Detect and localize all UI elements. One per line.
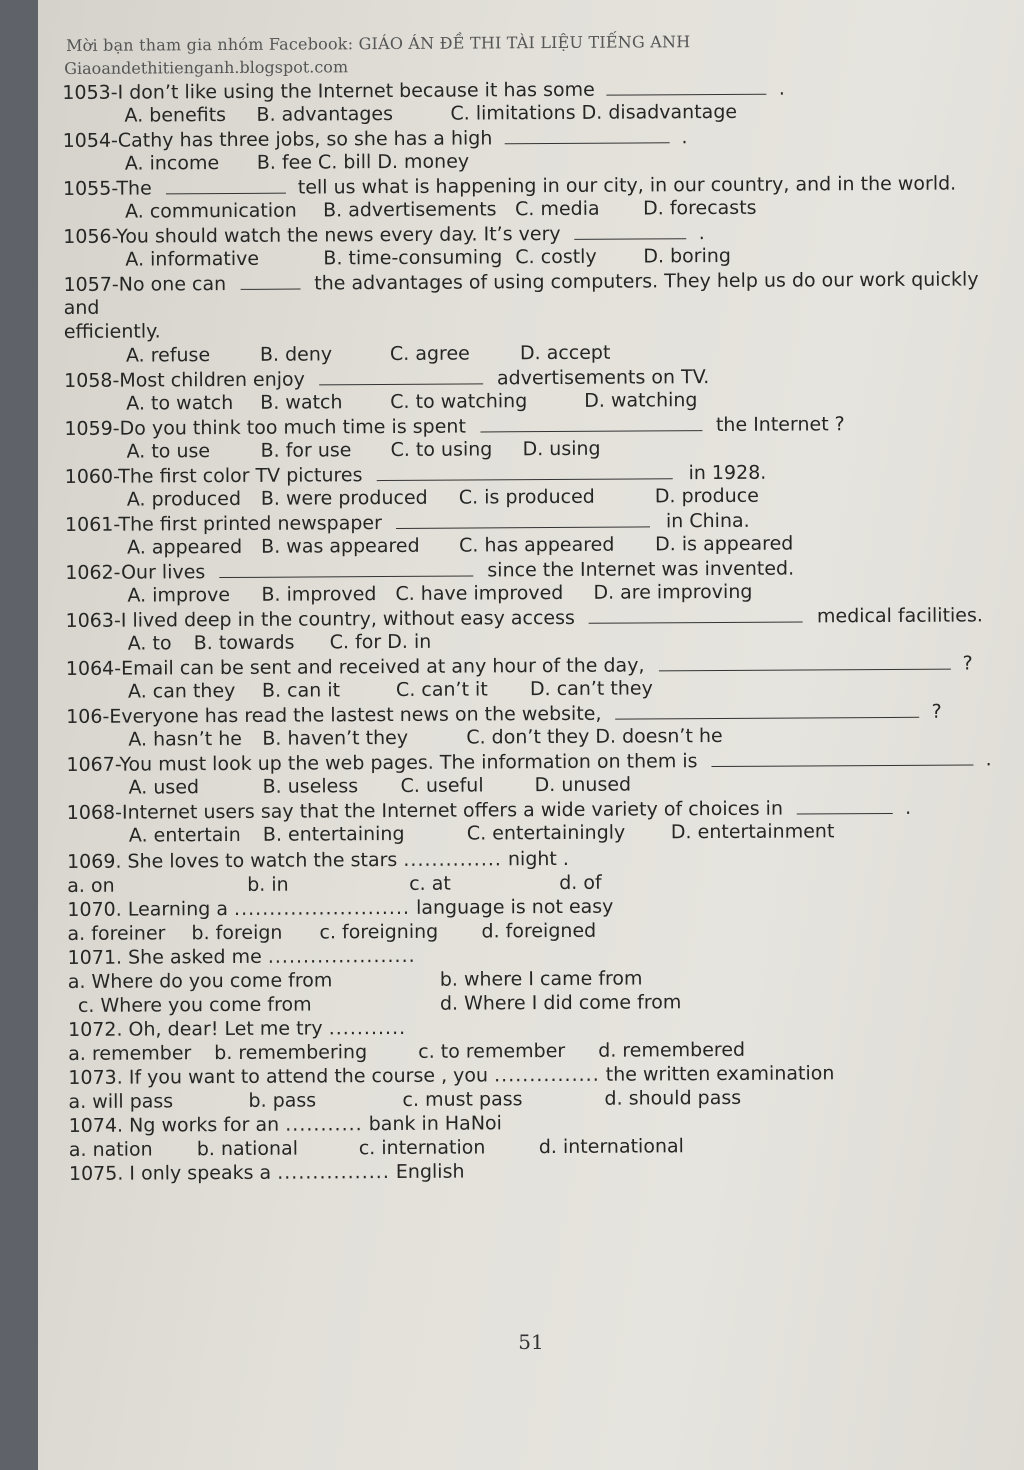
question-stem: 1063-I lived deep in the country, without easy access xyxy=(65,606,575,632)
option: D. produce xyxy=(654,484,759,508)
question-1075 xyxy=(69,1156,1009,1186)
option: b. pass xyxy=(248,1089,317,1112)
option: a. remember xyxy=(68,1042,192,1065)
question-stem: 1070. Learning a xyxy=(67,898,229,921)
option: c. foreigning xyxy=(319,920,439,944)
option: d. should pass xyxy=(604,1086,742,1110)
answer-dots: ........... xyxy=(285,1113,363,1136)
option: C. to using xyxy=(390,438,493,462)
question-stem: 1074. Ng works for an xyxy=(68,1113,280,1137)
question-end: in China. xyxy=(665,509,750,533)
answer-blank xyxy=(396,508,650,529)
question-end: bank in HaNoi xyxy=(368,1112,502,1136)
option: a. nation xyxy=(68,1138,153,1161)
option: B. useless xyxy=(262,775,359,798)
question-stem: 1053-I don’t like using the Internet because it has some xyxy=(62,78,595,104)
option: a. Where do you come from xyxy=(67,969,333,993)
answer-dots: .............. xyxy=(403,848,502,871)
option: D. watching xyxy=(584,389,698,412)
option: D. is appeared xyxy=(655,532,794,556)
option: b. remembering xyxy=(214,1041,368,1065)
answer-blank xyxy=(219,557,473,578)
option: A. communication xyxy=(125,199,297,223)
question-stem: 1059-Do you think too much time is spent xyxy=(64,415,466,440)
option: B. haven’t they xyxy=(262,726,409,750)
option: d. Where I did come from xyxy=(439,991,682,1015)
answer-blank xyxy=(504,124,669,144)
header xyxy=(62,28,1002,80)
question-stem: 1054-Cathy has three jobs, so she has a high xyxy=(62,127,493,152)
answer-dots: ..................... xyxy=(267,944,416,968)
question-stem: 1058-Most children enjoy xyxy=(64,368,305,392)
option: d. international xyxy=(538,1135,684,1159)
answer-blank xyxy=(575,220,687,240)
option: C. media xyxy=(515,197,600,221)
option: C. can’t it xyxy=(395,678,488,701)
option: b. foreign xyxy=(191,921,283,945)
answer-blank xyxy=(615,699,919,720)
answer-blank xyxy=(607,76,767,96)
option: A. can they xyxy=(127,679,236,703)
answer-dots: ........... xyxy=(328,1016,407,1040)
answer-dots: ................ xyxy=(277,1161,390,1184)
answer-blank xyxy=(589,603,803,623)
question-end: since the Internet was invented. xyxy=(487,557,795,582)
option: B. towards xyxy=(193,631,295,655)
question-stem: 1060-The first color TV pictures xyxy=(64,464,363,488)
question-end: . xyxy=(904,796,912,819)
answer-blank xyxy=(166,175,286,195)
question-stem: 1072. Oh, dear! Let me try xyxy=(68,1017,323,1041)
question-end: medical facilities. xyxy=(816,604,983,628)
question-end: in 1928. xyxy=(688,461,767,485)
question-end: tell us what is happening in our city, in our country, and in the world. xyxy=(297,172,957,199)
option: A. to use xyxy=(126,440,211,463)
option: B. watch xyxy=(260,391,343,414)
question-end: . xyxy=(778,77,785,100)
question-end: the advantages of using computers. They help us do our work quickly xyxy=(314,268,979,295)
question-stem: 1062-Our lives xyxy=(65,561,206,584)
question-continuation: and xyxy=(63,296,100,319)
option: d. remembered xyxy=(598,1038,746,1062)
question-continuation: efficiently. xyxy=(63,320,161,343)
option: D. entertainment xyxy=(670,820,835,844)
question-stem: 1057-No one can xyxy=(63,273,227,296)
option: A. to xyxy=(127,632,172,655)
option: C. to watching xyxy=(390,390,528,414)
option: A. hasn’t he xyxy=(128,727,243,751)
question-stem: 1055-The xyxy=(62,177,152,200)
option: B. fee C. bill D. money xyxy=(256,150,470,174)
option: A. produced xyxy=(126,487,242,511)
option: B. deny xyxy=(259,343,333,366)
option: C. for D. in xyxy=(329,630,432,654)
option: a. will pass xyxy=(68,1090,174,1113)
option: B. were produced xyxy=(260,486,428,510)
option: A. informative xyxy=(125,247,260,271)
option: B. advantages xyxy=(256,102,394,126)
option: b. where I came from xyxy=(439,967,643,991)
option: A. benefits xyxy=(124,103,227,127)
option: C. useful xyxy=(400,774,484,797)
option: D. are improving xyxy=(593,580,753,604)
question-stem: 1069. She loves to watch the stars xyxy=(66,848,398,873)
option: a. foreiner xyxy=(67,922,166,945)
question-end: ? xyxy=(962,652,973,675)
option: D. boring xyxy=(643,244,732,268)
question-end: . xyxy=(681,126,688,149)
option: C. limitations D. disadvantage xyxy=(450,100,738,125)
option: D. forecasts xyxy=(643,196,757,220)
answer-blank xyxy=(711,746,973,767)
question-stem: 106-Everyone has read the lastest news on the website, xyxy=(66,702,602,728)
option: C. costly xyxy=(515,245,597,269)
question-end: . xyxy=(985,748,992,771)
option: B. advertisements xyxy=(323,198,497,222)
question-end: . xyxy=(698,222,705,245)
option: A. used xyxy=(128,776,200,799)
answer-blank xyxy=(319,365,483,385)
option: A. improve xyxy=(127,583,231,607)
option: C. entertainingly xyxy=(466,821,626,845)
option: A. entertain xyxy=(128,823,241,847)
question-end: ? xyxy=(931,700,942,723)
option: c. Where you come from xyxy=(77,993,312,1017)
question-end: language is not easy xyxy=(415,895,614,919)
option: D. can’t they xyxy=(529,677,653,701)
option: A. income xyxy=(124,152,220,175)
question-stem: 1056-You should watch the news every day. It’s very xyxy=(63,222,561,248)
option: c. must pass xyxy=(402,1088,523,1111)
option: c. internation xyxy=(358,1136,486,1160)
answer-blank xyxy=(797,795,893,815)
page-number: 51 xyxy=(518,1330,544,1354)
option: C. agree xyxy=(389,342,470,366)
question-end: night . xyxy=(507,847,569,871)
option: B. for use xyxy=(260,439,352,462)
header-facebook-line: Mời bạn tham gia nhóm Facebook: GIÁO ÁN ĐỀ THI TÀI LIỆU TIẾNG ANH xyxy=(66,32,691,55)
question-stem: 1061-The first printed newspaper xyxy=(64,512,382,536)
question-end: the written examination xyxy=(605,1062,835,1086)
question-end: English xyxy=(395,1160,465,1183)
option: C. is produced xyxy=(458,485,595,509)
option: B. time-consuming xyxy=(323,246,503,270)
option: C. don’t they D. doesn’t he xyxy=(466,724,723,749)
option: D. accept xyxy=(519,341,611,365)
header-blog-url: Giaoandethitienganh.blogspot.com xyxy=(64,57,349,78)
option: c. to remember xyxy=(418,1039,566,1063)
question-stem: 1068-Internet users say that the Internet offers a wide variety of choices in xyxy=(66,797,784,824)
option: C. have improved xyxy=(395,581,564,605)
option: B. can it xyxy=(261,679,341,702)
option: C. has appeared xyxy=(459,533,615,557)
answer-blank xyxy=(240,271,300,290)
answer-blank xyxy=(480,412,702,432)
answer-blank xyxy=(658,651,950,672)
answer-dots: ......................... xyxy=(233,896,411,920)
option: A. refuse xyxy=(125,344,211,367)
worksheet-page xyxy=(38,0,1024,1470)
option: b. in xyxy=(247,873,289,896)
answer-dots: ............... xyxy=(494,1063,600,1087)
option: b. national xyxy=(196,1137,299,1161)
option: A. appeared xyxy=(127,535,243,559)
question-end: the Internet ? xyxy=(715,413,845,437)
option: c. at xyxy=(409,872,451,895)
question-stem: 1064-Email can be sent and received at any hour of the day, xyxy=(65,654,645,680)
question-stem: 1067-You must look up the web pages. The information on them is xyxy=(66,750,698,776)
option: D. using xyxy=(522,437,601,461)
option: B. improved xyxy=(261,583,377,606)
answer-blank xyxy=(376,460,672,481)
question-stem: 1075. I only speaks a xyxy=(68,1161,272,1185)
option: B. entertaining xyxy=(262,822,405,846)
option: d. of xyxy=(559,871,602,894)
worksheet-content xyxy=(62,28,1009,1186)
question-end: advertisements on TV. xyxy=(496,366,710,390)
option: d. foreigned xyxy=(481,919,597,943)
option: a. on xyxy=(67,874,115,897)
option: A. to watch xyxy=(126,391,234,415)
question-stem: 1071. She asked me xyxy=(67,945,262,969)
option: D. unused xyxy=(534,773,632,797)
option: B. was appeared xyxy=(261,534,420,558)
question-stem: 1073. If you want to attend the course , you xyxy=(68,1064,489,1089)
